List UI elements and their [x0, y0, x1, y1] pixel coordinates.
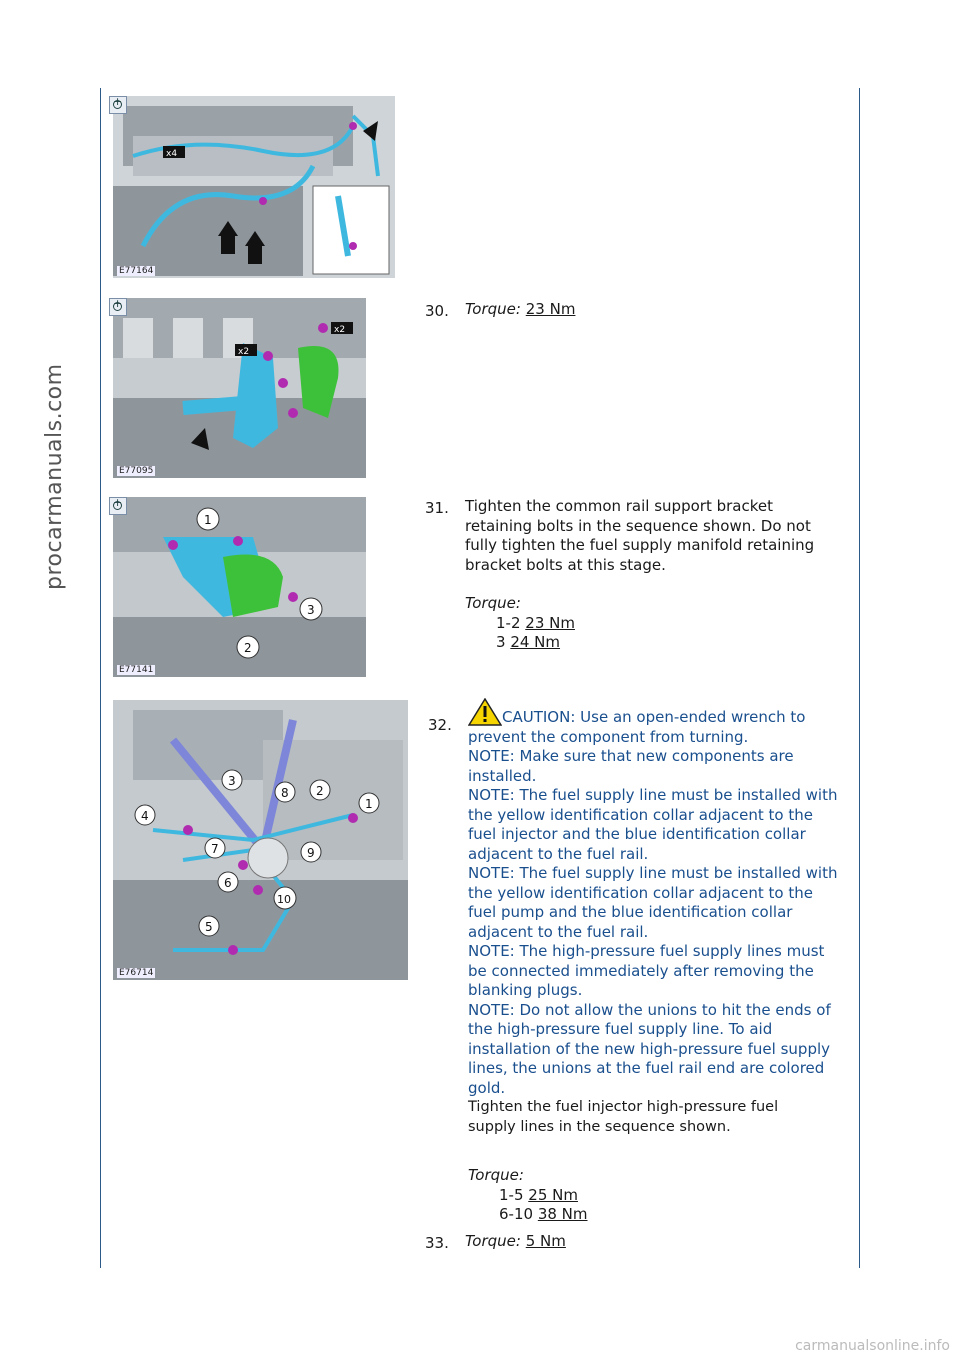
step-32-content — [468, 698, 840, 1137]
note-3: NOTE: The fuel supply line must be installed with the yellow identification collar adjacent to the fuel pump and the blue identification collar adjacent to the fuel rail. — [468, 864, 838, 941]
callout-5: 5 — [205, 920, 213, 934]
warning-icon — [468, 698, 502, 726]
torque-label: Torque: — [465, 1232, 521, 1250]
figure-id: E77164 — [119, 266, 154, 276]
torque-value[interactable]: 38 Nm — [537, 1205, 588, 1223]
figure-id: E76714 — [119, 968, 154, 978]
torque-value[interactable]: 24 Nm — [510, 633, 561, 651]
callout-2: 2 — [244, 641, 252, 655]
torque-row — [468, 1186, 588, 1206]
figure-id: E77095 — [119, 466, 154, 476]
callout-6: 6 — [224, 876, 232, 890]
torque-row — [465, 633, 575, 653]
figure-e76714[interactable] — [113, 700, 408, 980]
callout-4: 4 — [141, 809, 149, 823]
torque-value[interactable]: 5 Nm — [525, 1232, 566, 1250]
figure-e77164[interactable] — [113, 96, 395, 278]
torque-value[interactable]: 23 Nm — [525, 613, 575, 632]
torque-seq: 3 — [496, 633, 506, 651]
torque-label: Torque: — [465, 594, 521, 612]
callout-1: 1 — [365, 797, 373, 811]
torque-row — [468, 1205, 588, 1225]
zoom-icon[interactable] — [109, 96, 127, 114]
torque-row — [465, 614, 575, 634]
step-number: 33. — [425, 1234, 449, 1252]
zoom-icon[interactable] — [109, 497, 127, 515]
left-rule — [100, 88, 101, 1268]
note-1: NOTE: Make sure that new components are installed. — [468, 747, 794, 785]
step-31-torque — [465, 594, 575, 653]
step-31-text: Tighten the common rail support bracket retaining bolts in the sequence shown. Do not fully tighten the fuel supply manifold retaining bracket bolts at this stage. — [465, 497, 815, 574]
zoom-icon[interactable] — [109, 298, 127, 316]
torque-label: Torque: — [468, 1166, 524, 1184]
caution-label: CAUTION: Use an open-ended wrench to prevent the component from turning. — [468, 708, 806, 746]
note-5: NOTE: Do not allow the unions to hit the ends of the high-pressure fuel supply line. To aid installation of the new high-pressure fuel supply lines, the unions at the fuel rail end are colored gold. — [468, 1000, 831, 1097]
footer-watermark: carmanualsonline.info — [795, 1338, 950, 1354]
torque-seq: 1-2 — [496, 613, 521, 632]
figure-e77141[interactable] — [113, 497, 366, 677]
callout-3: 3 — [307, 603, 315, 617]
callout-8: 8 — [281, 786, 289, 800]
engine-illustration — [113, 497, 366, 677]
step-32-torque — [468, 1166, 588, 1225]
callout-x2: x2 — [238, 347, 250, 357]
torque-seq: 6-10 — [499, 1205, 534, 1223]
step-30-torque — [465, 300, 575, 320]
callout-1: 1 — [204, 513, 212, 527]
engine-illustration — [113, 298, 366, 478]
engine-illustration — [113, 96, 395, 278]
side-watermark: procarmanuals.com — [42, 363, 67, 590]
note-4: NOTE: The high-pressure fuel supply lines must be connected immediately after removing the blanking plugs. — [468, 942, 825, 999]
step-number: 32. — [428, 716, 452, 734]
callout-x2: x2 — [334, 325, 346, 335]
step-number: 30. — [425, 302, 449, 320]
callout-x4: x4 — [166, 149, 178, 159]
caution-text — [468, 698, 840, 747]
callout-10: 10 — [277, 893, 291, 906]
callout-9: 9 — [307, 846, 315, 860]
torque-label: Torque: — [465, 300, 521, 318]
callout-7: 7 — [211, 842, 219, 856]
engine-illustration — [113, 700, 408, 980]
step-32-text: Tighten the fuel injector high-pressure fuel supply lines in the sequence shown. — [468, 1099, 779, 1135]
figure-id: E77141 — [119, 665, 154, 675]
callout-3: 3 — [228, 774, 236, 788]
torque-value[interactable]: 25 Nm — [528, 1185, 578, 1204]
callout-2: 2 — [316, 784, 324, 798]
right-rule — [859, 88, 860, 1268]
torque-seq: 1-5 — [499, 1185, 524, 1204]
step-number: 31. — [425, 499, 449, 517]
figure-e77095[interactable] — [113, 298, 366, 478]
note-2: NOTE: The fuel supply line must be installed with the yellow identification collar adjacent to the fuel injector and the blue identification collar adjacent to the fuel rail. — [468, 786, 838, 863]
torque-value[interactable]: 23 Nm — [525, 300, 576, 318]
step-33-torque — [465, 1232, 566, 1252]
